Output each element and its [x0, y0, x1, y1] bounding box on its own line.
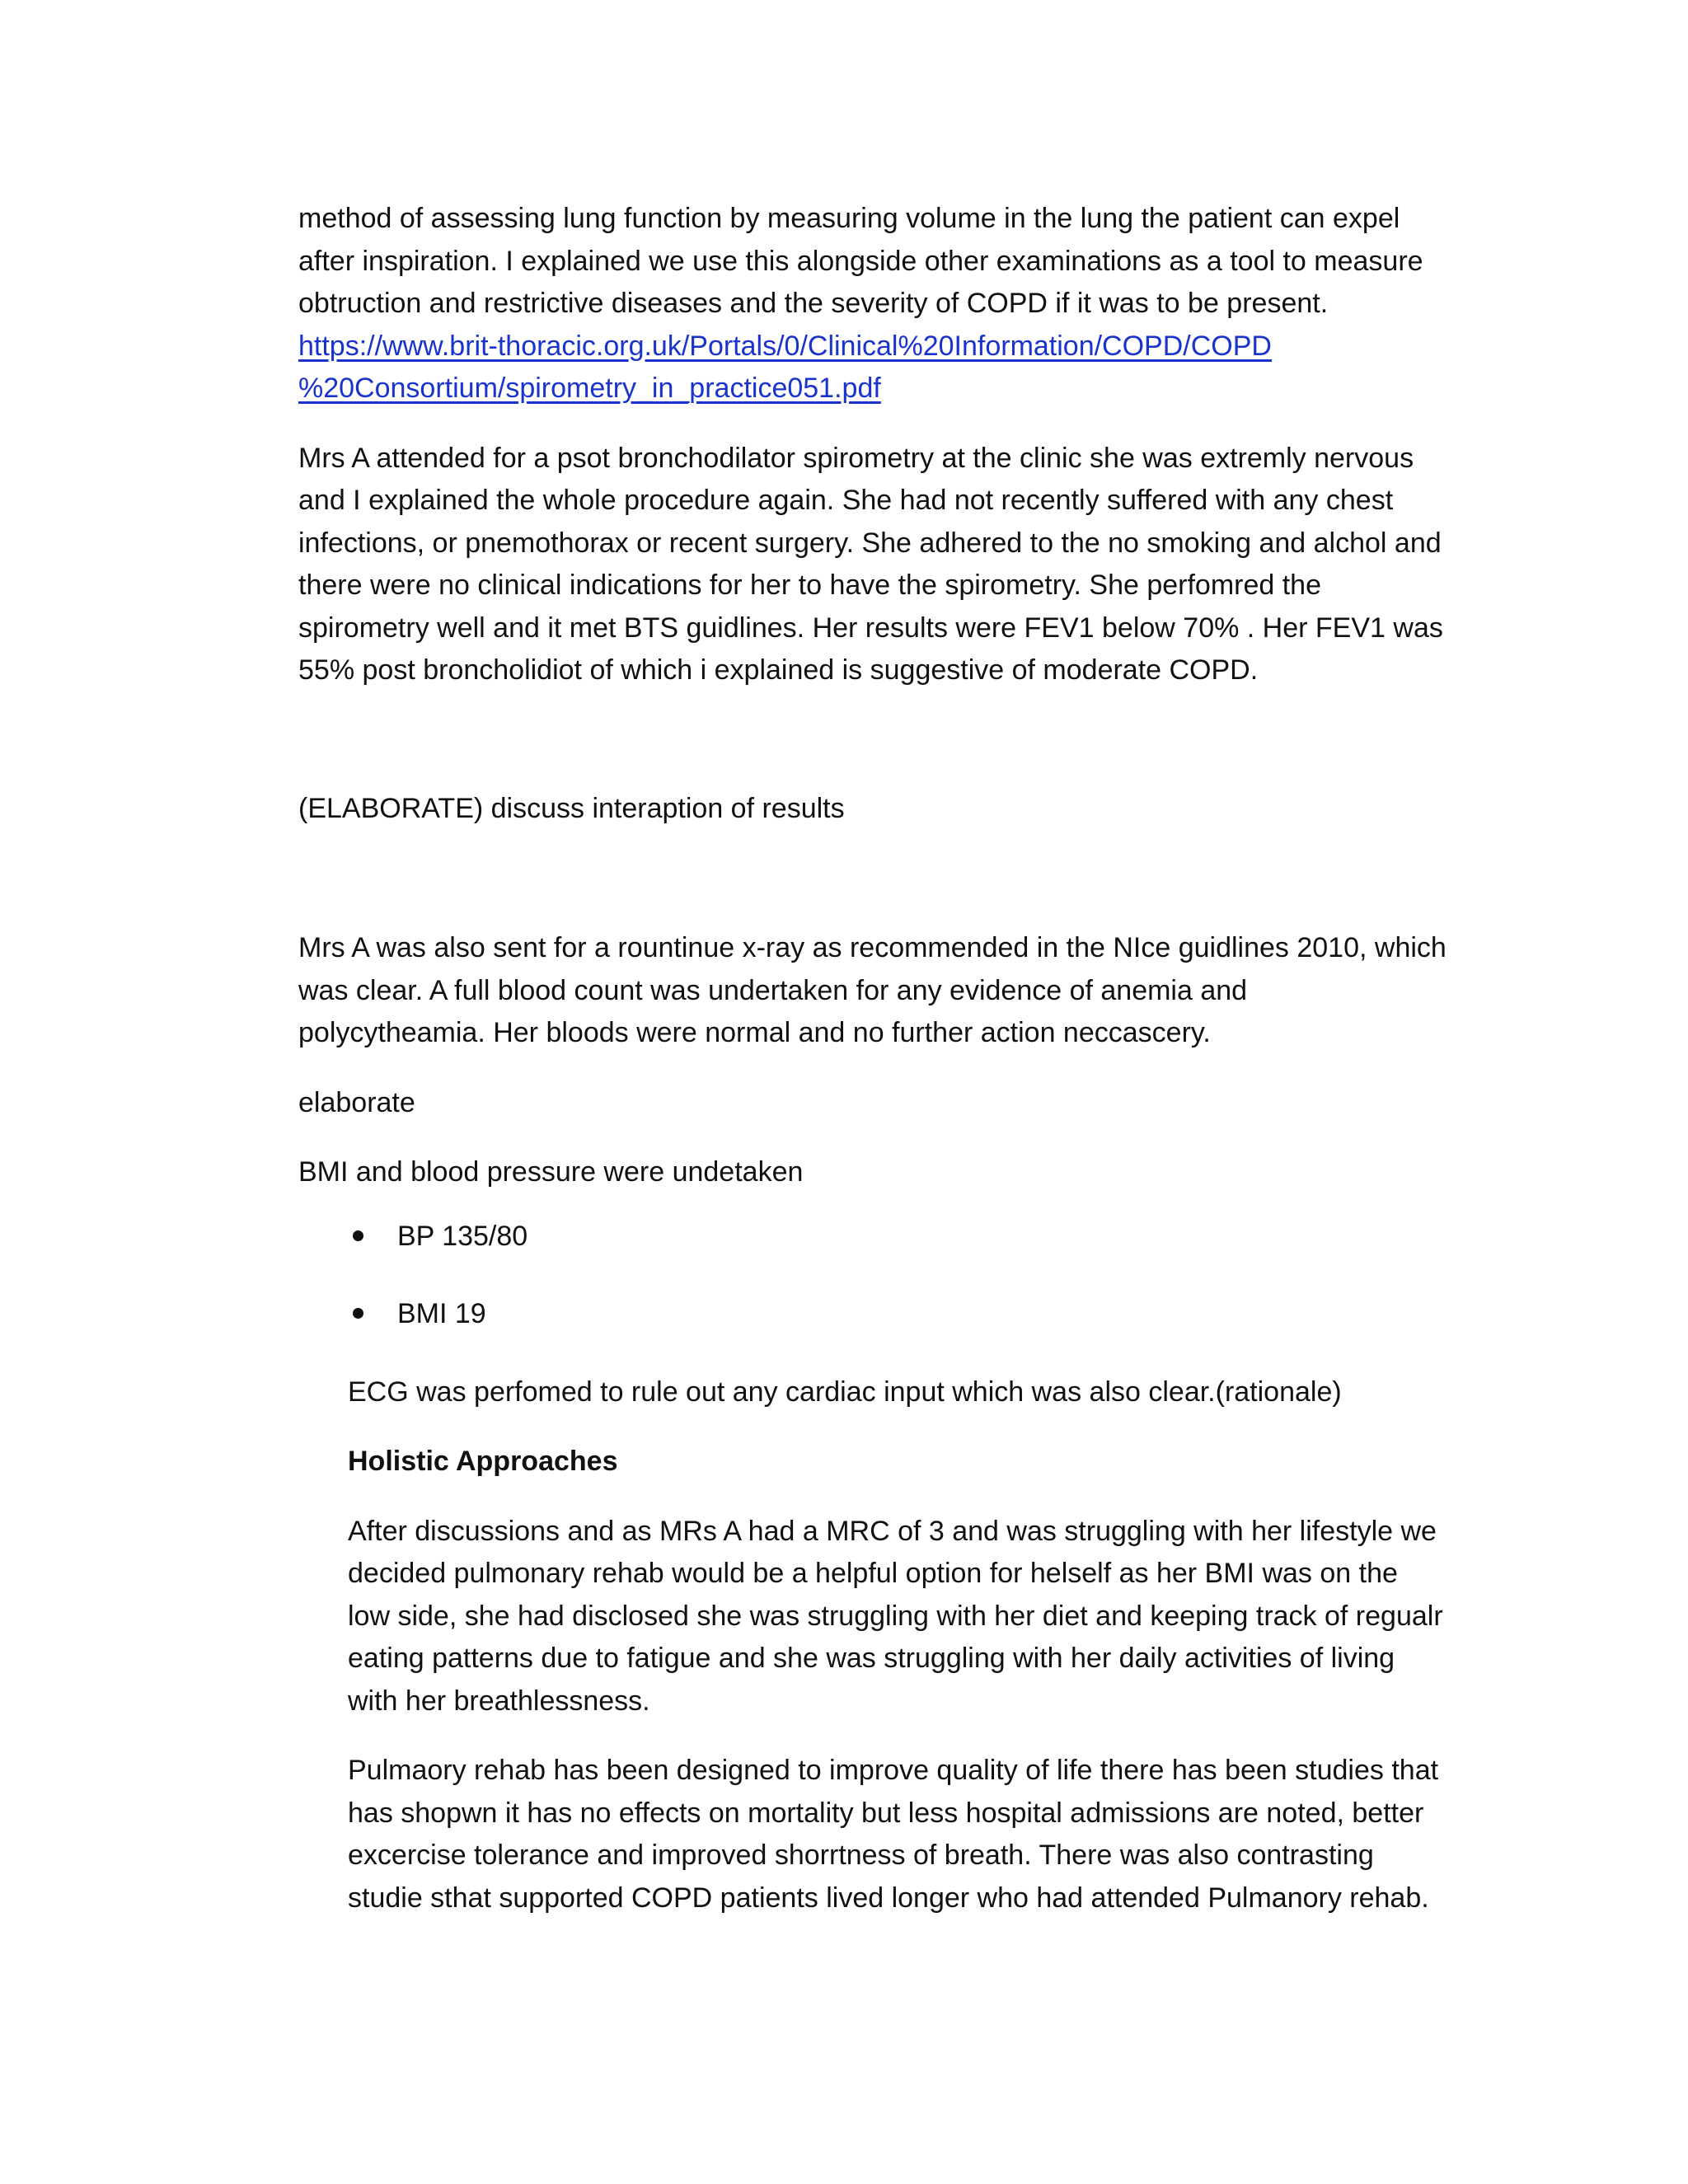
- text-line: spirometry well and it met BTS guidlines. Her results were FEV1 below 70% . Her FEV1 was: [298, 612, 1443, 644]
- text-line: decided pulmonary rehab would be a helpful option for helself as her BMI was on the: [348, 1558, 1398, 1589]
- text-line: Mrs A was also sent for a rountinue x-ray as recommended in the NIce guidlines 2010, which: [298, 932, 1447, 963]
- bullet-icon: [353, 1308, 363, 1319]
- paragraph-xray-bloods: [298, 927, 1452, 1055]
- text-line: there were no clinical indications for her to have the spirometry. She perfomred the: [298, 569, 1321, 601]
- paragraph-pulmonary-rehab-evidence: [348, 1750, 1452, 1919]
- paragraph-spirometry-results: [298, 438, 1452, 692]
- text-line: obtruction and restrictive diseases and the severity of COPD if it was to be present.: [298, 288, 1329, 319]
- text-line: method of assessing lung function by measuring volume in the lung the patient can expel: [298, 203, 1400, 234]
- blank-space: [298, 692, 1452, 788]
- text-line: After discussions and as MRs A had a MRC of 3 and was struggling with her lifestyle we: [348, 1515, 1437, 1547]
- text-line: with her breathlessness.: [348, 1685, 650, 1717]
- list-item-text: BMI 19: [397, 1298, 486, 1329]
- indented-section: [348, 1371, 1452, 1920]
- link-line[interactable]: https://www.brit-thoracic.org.uk/Portals/0/Clinical%20Information/COPD/COPD: [298, 330, 1272, 362]
- link-line[interactable]: %20Consortium/spirometry_in_practice051.pdf: [298, 373, 881, 404]
- list-item: [298, 1216, 1452, 1258]
- text-line: and I explained the whole procedure again. She had not recently suffered with any chest: [298, 485, 1394, 516]
- list-item: [298, 1293, 1452, 1336]
- list-item-text: BP 135/80: [397, 1220, 528, 1252]
- text-line: excercise tolerance and improved shorrtness of breath. There was also contrasting: [348, 1840, 1374, 1871]
- text-line: eating patterns due to fatigue and she was struggling with her daily activities of living: [348, 1643, 1395, 1674]
- paragraph-spirometry-method: [298, 198, 1452, 410]
- document-body: [298, 198, 1452, 1919]
- vitals-list: [298, 1216, 1452, 1336]
- bts-spirometry-link[interactable]: [298, 326, 1452, 410]
- text-line: has shopwn it has no effects on mortality but less hospital admissions are noted, better: [348, 1797, 1424, 1829]
- blank-space: [298, 830, 1452, 927]
- text-line: infections, or pnemothorax or recent surgery. She adhered to the no smoking and alchol and: [298, 527, 1442, 559]
- text-line: was clear. A full blood count was undertaken for any evidence of anemia and: [298, 974, 1248, 1006]
- bullet-icon: [353, 1230, 363, 1241]
- elaborate-short-note: elaborate: [298, 1086, 415, 1118]
- text-line: low side, she had disclosed she was struggling with her diet and keeping track of regualr: [348, 1600, 1443, 1632]
- ecg-note: ECG was perfomed to rule out any cardiac input which was also clear.(rationale): [348, 1376, 1342, 1408]
- elaborate-note: (ELABORATE) discuss interaption of results: [298, 792, 845, 824]
- paragraph-pulmonary-rehab-decision: [348, 1511, 1452, 1723]
- text-line: after inspiration. I explained we use this alongside other examinations as a tool to measure: [298, 245, 1423, 277]
- text-line: studie sthat supported COPD patients lived longer who had attended Pulmanory rehab.: [348, 1882, 1429, 1914]
- bmi-bp-intro: BMI and blood pressure were undetaken: [298, 1156, 804, 1188]
- text-line: 55% post broncholidiot of which i explained is suggestive of moderate COPD.: [298, 654, 1259, 686]
- text-line: Pulmaory rehab has been designed to improve quality of life there has been studies that: [348, 1755, 1439, 1786]
- text-line: Mrs A attended for a psot bronchodilator spirometry at the clinic she was extremly nervous: [298, 442, 1414, 474]
- section-heading-holistic: Holistic Approaches: [348, 1446, 618, 1477]
- text-line: polycytheamia. Her bloods were normal and no further action neccascery.: [298, 1017, 1211, 1048]
